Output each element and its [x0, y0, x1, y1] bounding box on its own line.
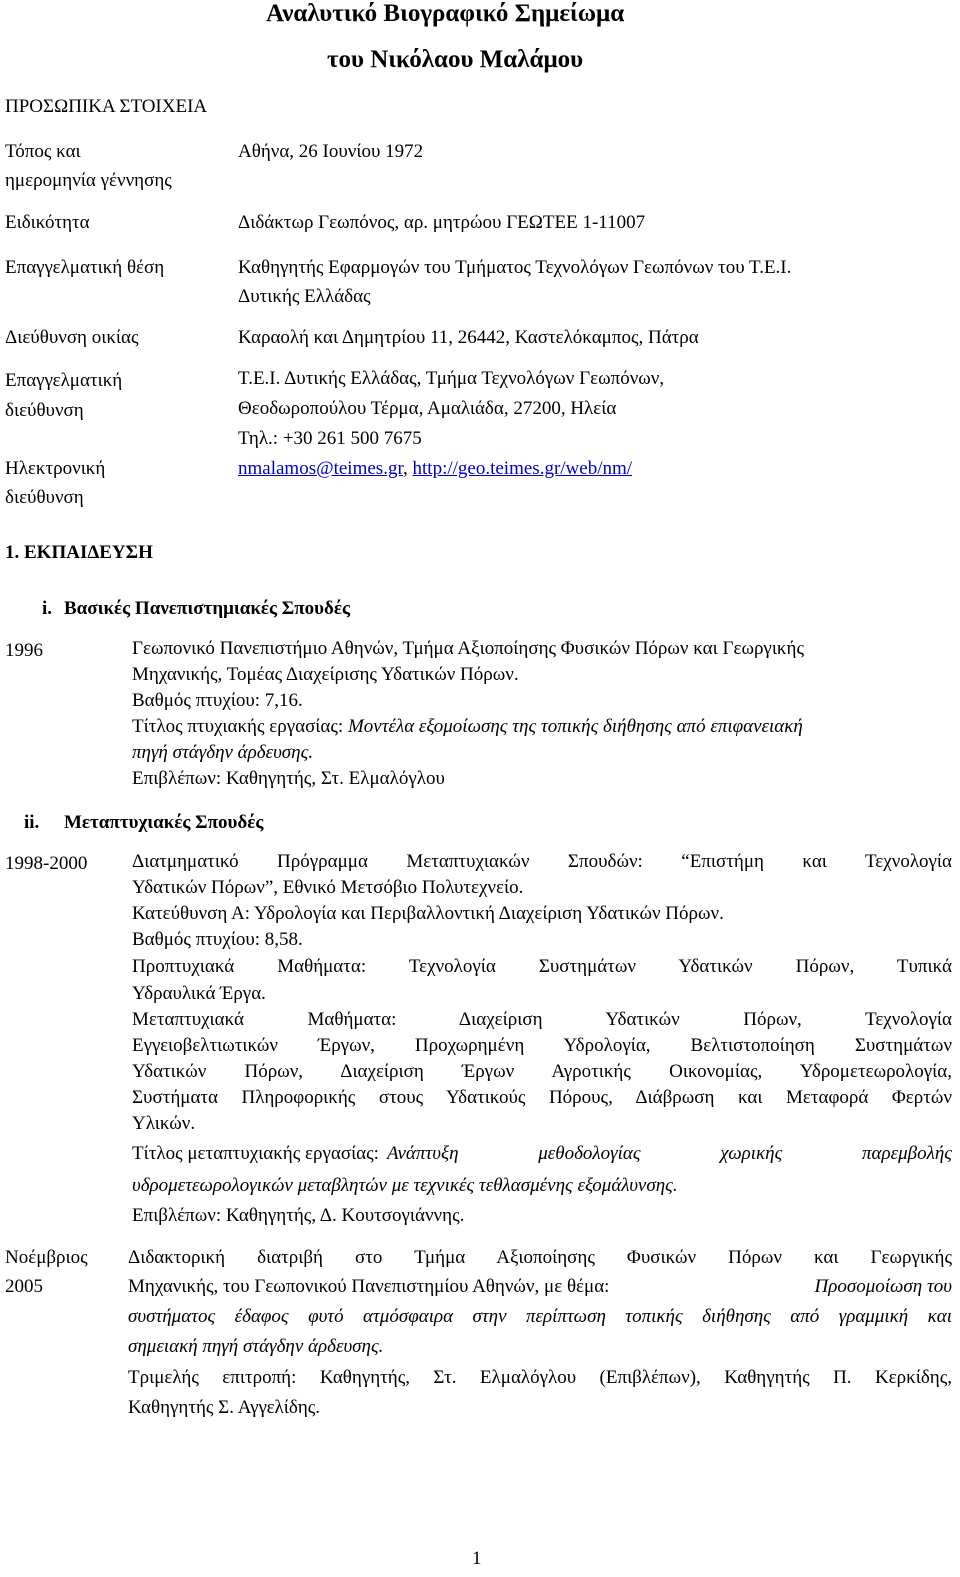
- postgrad-line12: [132, 1139, 952, 1168]
- birth-label-line1: Τόπος και: [5, 141, 81, 162]
- position-value-line1: Καθηγητής Εφαρμογών του Τμήματος Τεχνολόγων Γεωπόνων του Τ.Ε.Ι.: [238, 257, 792, 278]
- position-label: Επαγγελματική θέση: [5, 257, 165, 278]
- postgrad-line6: Υδραυλικά Έργα.: [132, 983, 266, 1004]
- thesis-title-part1: Μοντέλα εξομοίωσης της τοπικής διήθησης από επιφανειακή: [347, 716, 803, 737]
- education-heading: 1. ΕΚΠΑΙΔΕΥΣΗ: [5, 542, 153, 563]
- postgrad-line1: Διατμηματικό Πρόγραμμα Μεταπτυχιακών Σπουδών: “Επιστήμη και Τεχνολογία: [132, 851, 952, 872]
- postgrad-line8: Εγγειοβελτιωτικών Έργων, Προχωρημένη Υδρολογία, Βελτιστοποίηση Συστημάτων: [132, 1035, 952, 1056]
- postgrad-line10: Συστήματα Πληροφορικής στους Υδατικούς Πόρους, Διάβρωση και Μεταφορά Φερτών: [132, 1087, 952, 1108]
- undergrad-line2: Μηχανικής, Τομέας Διαχείρισης Υδατικών Πόρων.: [132, 664, 519, 685]
- work-value-line3: Τηλ.: +30 261 500 7675: [238, 428, 422, 449]
- msc-thesis-label: Τίτλος μεταπτυχιακής εργασίας:: [132, 1143, 379, 1164]
- work-value-line1: Τ.Ε.Ι. Δυτικής Ελλάδας, Τμήμα Τεχνολόγων Γεωπόνων,: [238, 368, 665, 389]
- msc-thesis-title-part2: υδρομετεωρολογικών μεταβλητών με τεχνικές τεθλασμένης εξομάλυνσης.: [132, 1175, 678, 1196]
- undergrad-line4: [132, 712, 803, 741]
- phd-title-part3: σημειακή πηγή στάγδην άρδευσης.: [128, 1336, 384, 1357]
- postgrad-heading: Μεταπτυχιακές Σπουδές: [64, 812, 264, 833]
- postgrad-line7: Μεταπτυχιακά Μαθήματα: Διαχείριση Υδατικών Πόρων, Τεχνολογία: [132, 1009, 952, 1030]
- undergrad-line1: Γεωπονικό Πανεπιστήμιο Αθηνών, Τμήμα Αξιοποίησης Φυσικών Πόρων και Γεωργικής: [132, 638, 804, 659]
- work-label-line2: διεύθυνση: [5, 400, 84, 421]
- phd-date-line2: 2005: [5, 1276, 43, 1297]
- personal-heading: ΠΡΟΣΩΠΙΚΑ ΣΤΟΙΧΕΙΑ: [5, 96, 208, 117]
- undergrad-line5: [132, 738, 313, 767]
- postgrad-line9: Υδατικών Πόρων, Διαχείριση Έργων Αγροτικής Οικονομίας, Υδρομετεωρολογία,: [132, 1061, 952, 1082]
- work-label-line1: Επαγγελματική: [5, 370, 123, 391]
- thesis-title-part2: πηγή στάγδην άρδευσης.: [132, 742, 314, 763]
- postgrad-line14: Επιβλέπων: Καθηγητής, Δ. Κουτσογιάννης.: [132, 1205, 465, 1226]
- work-value-line2: Θεοδωροπούλου Τέρμα, Αμαλιάδα, 27200, Ηλεία: [238, 398, 617, 419]
- document-title: Αναλυτικό Βιογραφικό Σημείωμα: [266, 0, 625, 27]
- birth-label-line2: ημερομηνία γέννησης: [5, 170, 172, 191]
- postgrad-line4: Βαθμός πτυχίου: 8,58.: [132, 929, 303, 950]
- phd-line6: Καθηγητής Σ. Αγγελίδης.: [128, 1397, 321, 1418]
- email-label-line1: Ηλεκτρονική: [5, 458, 106, 479]
- phd-line2: [128, 1272, 952, 1301]
- website-link[interactable]: http://geo.teimes.gr/web/nm/: [412, 458, 633, 479]
- phd-line1: Διδακτορική διατριβή στο Τμήμα Αξιοποίησης Φυσικών Πόρων και Γεωργικής: [128, 1247, 952, 1268]
- phd-date-line1: Νοέμβριος: [5, 1247, 88, 1268]
- specialty-label: Ειδικότητα: [5, 212, 90, 233]
- postgrad-line2: Υδατικών Πόρων”, Εθνικό Μετσόβιο Πολυτεχνείο.: [132, 877, 524, 898]
- phd-title-part2: συστήματος έδαφος φυτό ατμόσφαιρα στην περίπτωση τοπικής διήθησης από γραμμική και: [128, 1306, 952, 1327]
- phd-line3: [128, 1302, 952, 1331]
- undergrad-heading: Βασικές Πανεπιστημιακές Σπουδές: [64, 598, 350, 619]
- page-number: 1: [472, 1548, 482, 1569]
- position-value-line2: Δυτικής Ελλάδας: [238, 286, 371, 307]
- undergrad-line6: Επιβλέπων: Καθηγητής, Στ. Ελμαλόγλου: [132, 768, 445, 789]
- phd-line4: [128, 1332, 383, 1361]
- postgrad-line13: [132, 1171, 678, 1200]
- postgrad-numeral: ii.: [24, 812, 40, 833]
- email-link[interactable]: nmalamos@teimes.gr: [238, 458, 404, 479]
- document-subtitle: του Νικόλαου Μαλάμου: [327, 46, 584, 73]
- undergrad-year: 1996: [5, 640, 43, 661]
- postgrad-line11: Υλικών.: [132, 1113, 196, 1134]
- specialty-value: Διδάκτωρ Γεωπόνος, αρ. μητρώου ΓΕΩΤΕΕ 1-11007: [238, 212, 646, 233]
- undergrad-line3: Βαθμός πτυχίου: 7,16.: [132, 690, 303, 711]
- msc-thesis-title-part1: Ανάπτυξη μεθοδολογίας χωρικής παρεμβολής: [386, 1143, 952, 1164]
- postgrad-year: 1998-2000: [5, 853, 88, 874]
- undergrad-numeral: i.: [42, 598, 53, 619]
- contact-links: [238, 454, 632, 483]
- phd-line2-text: Μηχανικής, του Γεωπονικού Πανεπιστημίου Αθηνών, με θέμα:: [128, 1276, 615, 1297]
- phd-title-part1: Προσομοίωση του: [814, 1276, 952, 1297]
- birth-value: Αθήνα, 26 Ιουνίου 1972: [238, 141, 424, 162]
- home-value: Καραολή και Δημητρίου 11, 26442, Καστελόκαμπος, Πάτρα: [238, 327, 699, 348]
- home-label: Διεύθυνση οικίας: [5, 327, 139, 348]
- thesis-label: Τίτλος πτυχιακής εργασίας:: [132, 716, 348, 737]
- link-separator: ,: [403, 458, 413, 479]
- postgrad-line5: Προπτυχιακά Μαθήματα: Τεχνολογία Συστημάτων Υδατικών Πόρων, Τυπικά: [132, 956, 952, 977]
- phd-line5: Τριμελής επιτροπή: Καθηγητής, Στ. Ελμαλόγλου (Επιβλέπων), Καθηγητής Π. Κερκίδης,: [128, 1367, 952, 1388]
- postgrad-line3: Κατεύθυνση Α: Υδρολογία και Περιβαλλοντική Διαχείριση Υδατικών Πόρων.: [132, 903, 724, 924]
- email-label-line2: διεύθυνση: [5, 487, 84, 508]
